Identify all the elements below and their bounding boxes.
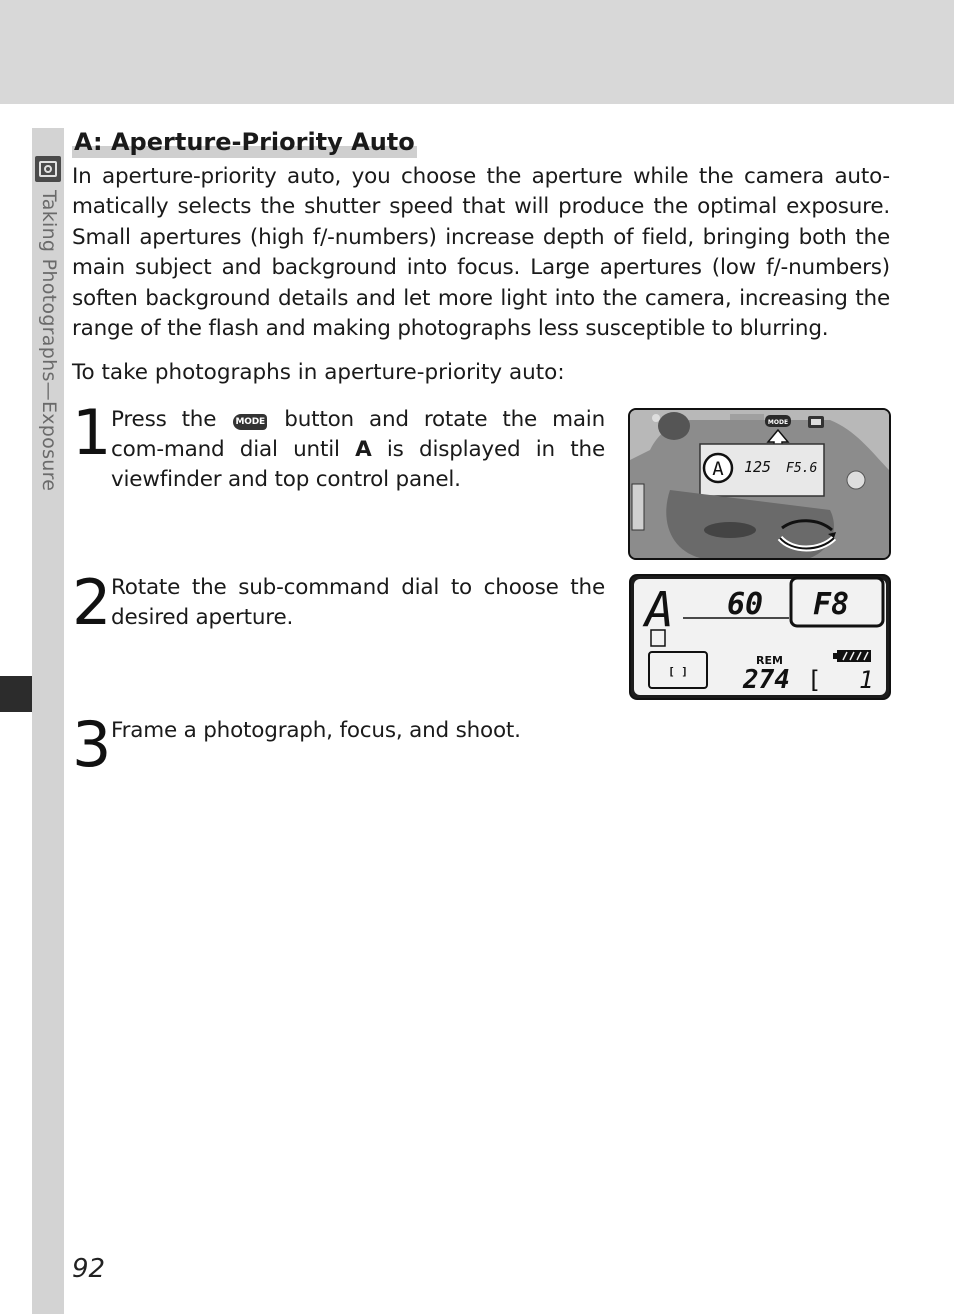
panel-mode-indicator: A	[712, 458, 724, 480]
step-3-text: Frame a photograph, focus, and shoot.	[111, 718, 521, 743]
intro-paragraph: In aperture-priority auto, you choose the aperture while the camera auto-matically selects the shutter speed that will produce the optimal exposure. Small apertures (high f/-numbers) increase depth of field, bringing both the main subject and background into focus. Large apertures (low f/-numbers) soften background details and let more light into the camera, increasing the range of the flash and making photographs less susceptible to blurring.	[72, 164, 890, 342]
panel-aperture: F5.6	[786, 461, 818, 476]
lcd-rem-label: REM	[756, 654, 783, 667]
step-2-text: Rotate the sub-command dial to choose the desired aperture.	[111, 575, 605, 631]
camera-top-drawing	[630, 410, 889, 558]
lcd-frames-remaining: 274	[743, 665, 790, 695]
panel-shutter-speed: 125	[744, 458, 772, 476]
camera-top-illustration	[628, 408, 891, 560]
lcd-af-area: [ ]	[668, 665, 688, 678]
header-band	[0, 0, 954, 104]
camera-exposure-icon	[35, 156, 61, 182]
svg-text:[: [	[807, 666, 822, 694]
mode-button-icon: MODE	[233, 414, 267, 430]
lead-paragraph: To take photographs in aperture-priority auto:	[72, 360, 565, 385]
step-1-text: Press the MODE button and rotate the main com-mand dial until A is displayed in the viewfinder and top control panel.	[111, 407, 605, 493]
step-3-number: 3	[72, 708, 112, 781]
lcd-aperture: F8	[813, 587, 850, 622]
section-title: A: Aperture-Priority Auto	[74, 128, 415, 156]
chapter-tab-marker	[0, 676, 32, 712]
lcd-drawing	[631, 576, 889, 698]
lcd-buffer-count: 1	[859, 666, 874, 694]
control-panel-lcd-illustration	[629, 574, 891, 700]
page-number: 92	[72, 1254, 106, 1284]
chapter-label: Taking Photographs—Exposure	[38, 190, 60, 492]
step-2-number: 2	[72, 566, 112, 639]
panel-mode-label: MODE	[767, 419, 789, 426]
step-1-number: 1	[72, 396, 112, 469]
lcd-mode-indicator: A	[645, 582, 674, 638]
lcd-shutter-speed: 60	[727, 587, 764, 622]
